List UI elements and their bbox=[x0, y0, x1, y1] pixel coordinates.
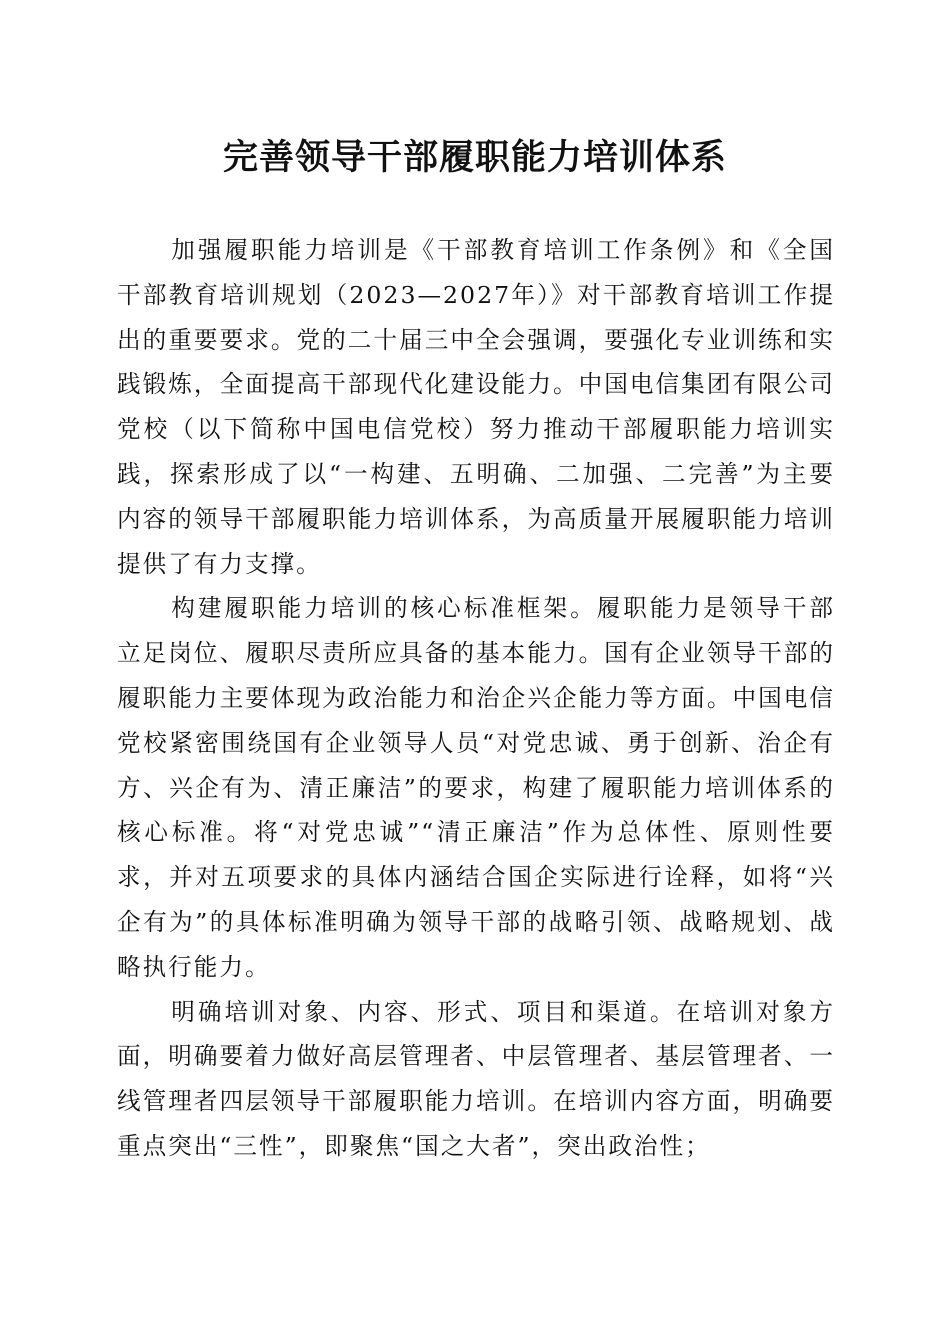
paragraph: 加强履职能力培训是《干部教育培训工作条例》和《全国干部教育培训规划（2023—2027年）》对干部教育培训工作提出的重要要求。党的二十届三中全会强调，要强化专业训练和实践锻炼，全面提高干部现代化建设能力。中国电信集团有限公司党校（以下简称中国电信党校）努力推动干部履职能力培训实践，探索形成了以“一构建、五明确、二加强、二完善”为主要内容的领导干部履职能力培训体系，为高质量开展履职能力培训提供了有力支撑。 bbox=[117, 236, 835, 578]
paragraph: 明确培训对象、内容、形式、项目和渠道。在培训对象方面，明确要着力做好高层管理者、中层管理者、基层管理者、一线管理者四层领导干部履职能力培训。在培训内容方面，明确要重点突出“三性”，即聚焦“国之大者”，突出政治性； bbox=[117, 997, 835, 1160]
document-title: 完善领导干部履职能力培训体系 bbox=[222, 137, 727, 178]
paragraph: 构建履职能力培训的核心标准框架。履职能力是领导干部立足岗位、履职尽责所应具备的基本能力。国有企业领导干部的履职能力主要体现为政治能力和治企兴企能力等方面。中国电信党校紧密围绕国有企业领导人员“对党忠诚、勇于创新、治企有方、兴企有为、清正廉洁”的要求，构建了履职能力培训体系的核心标准。将“对党忠诚”“清正廉洁”作为总体性、原则性要求，并对五项要求的具体内涵结合国企实际进行诠释，如将“兴企有为”的具体标准明确为领导干部的战略引领、战略规划、战略执行能力。 bbox=[117, 594, 835, 981]
document-body bbox=[117, 228, 835, 1169]
